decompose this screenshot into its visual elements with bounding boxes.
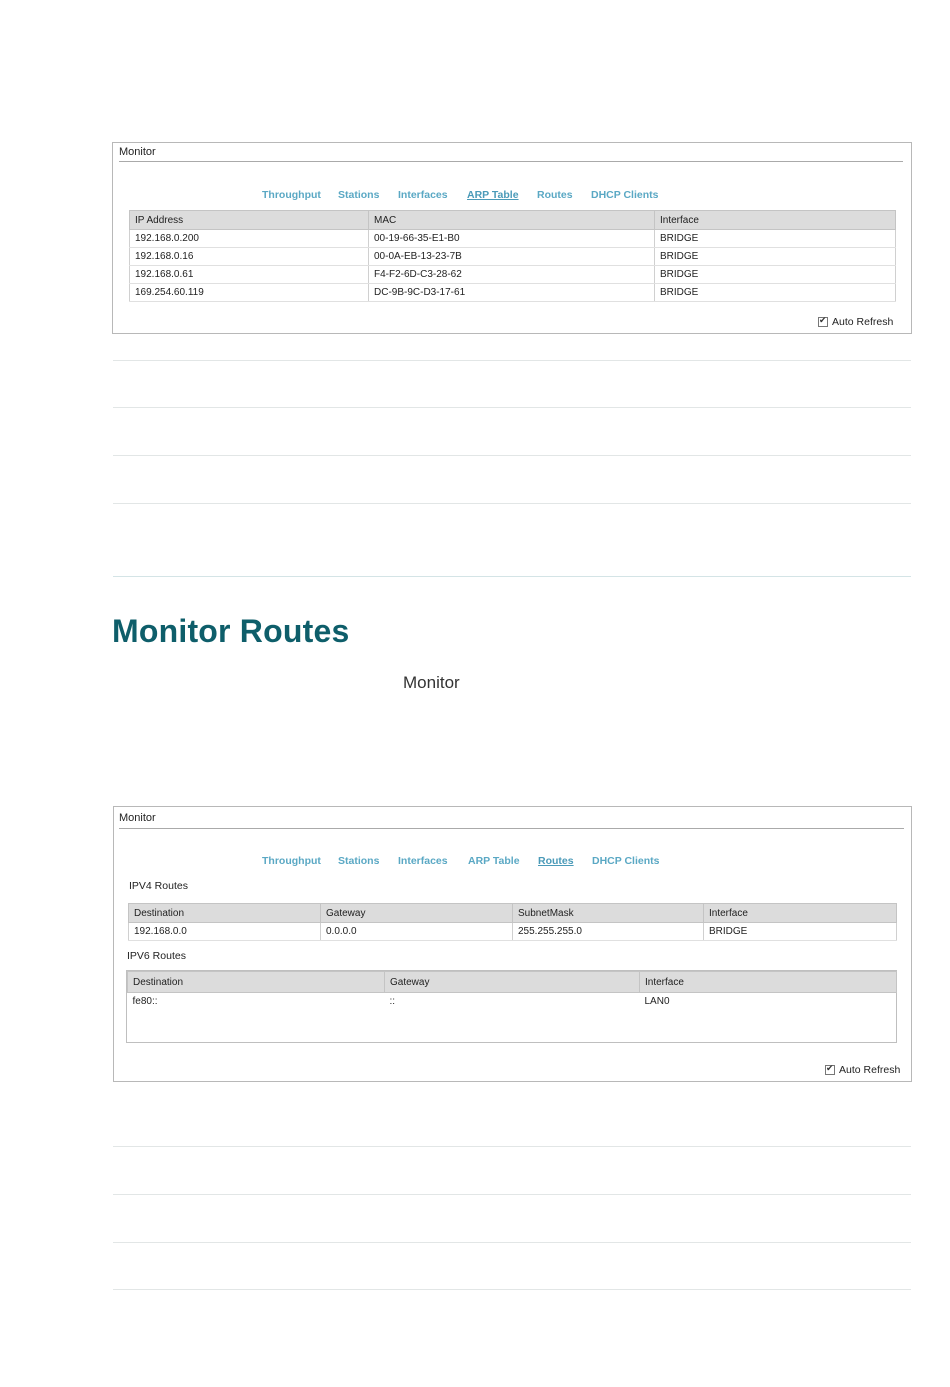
column-header: Gateway [385,972,640,993]
destination-cell: fe80:: [132,996,158,1007]
interface-cell: BRIDGE [655,284,896,302]
tab-arp-table[interactable]: ARP Table [468,855,520,867]
arp-table [129,210,896,302]
table-row [130,284,896,302]
tab-stations[interactable]: Stations [338,189,380,201]
ip-cell: 192.168.0.61 [130,266,369,284]
auto-refresh-label: Auto Refresh [839,1064,901,1076]
column-header: SubnetMask [513,904,704,923]
gateway-cell: :: [389,996,396,1007]
monitor-routes-panel [113,806,912,1082]
table-row [130,230,896,248]
table-row [129,923,897,941]
interface-cell: LAN0 [644,996,670,1007]
divider [113,576,911,577]
ip-cell: 192.168.0.200 [130,230,369,248]
column-header: IP Address [130,211,369,230]
table-row [128,993,897,1011]
panel-title: Monitor [119,812,156,824]
ipv6-routes-label: IPV6 Routes [127,950,186,962]
table-header-row [129,904,897,923]
interface-cell: BRIDGE [655,266,896,284]
mac-cell: F4-F2-6D-C3-28-62 [369,266,655,284]
divider [113,455,911,456]
auto-refresh-label: Auto Refresh [832,316,894,328]
divider [113,1242,911,1243]
table-header-row [130,211,896,230]
ipv6-routes-table [127,971,897,1010]
ipv4-routes-table [128,903,897,941]
auto-refresh-checkbox[interactable] [825,1065,835,1075]
table-row [130,266,896,284]
section-heading: Monitor Routes [112,613,350,649]
column-header: Interface [640,972,897,993]
divider [113,1289,911,1290]
column-header: Destination [129,904,321,923]
panel-title-divider [119,828,904,829]
interface-cell: BRIDGE [655,248,896,266]
subnet-mask-cell: 255.255.255.0 [513,923,704,941]
column-header: Interface [704,904,897,923]
column-header: MAC [369,211,655,230]
gateway-cell: 0.0.0.0 [321,923,513,941]
column-header: Gateway [321,904,513,923]
mac-cell: 00-19-66-35-E1-B0 [369,230,655,248]
divider [113,407,911,408]
mac-cell: 00-0A-EB-13-23-7B [369,248,655,266]
destination-cell: 192.168.0.0 [129,923,321,941]
tab-throughput[interactable]: Throughput [262,189,321,201]
tab-dhcp-clients[interactable]: DHCP Clients [591,189,659,201]
table-header-row [128,972,897,993]
interface-cell: BRIDGE [655,230,896,248]
divider [113,503,911,504]
ip-cell: 169.254.60.119 [130,284,369,302]
auto-refresh-toggle[interactable] [825,1064,900,1076]
tab-interfaces[interactable]: Interfaces [398,855,448,867]
tab-dhcp-clients[interactable]: DHCP Clients [592,855,660,867]
table-row [130,248,896,266]
interface-cell: BRIDGE [704,923,897,941]
tab-interfaces[interactable]: Interfaces [398,189,448,201]
column-header: Destination [128,972,385,993]
divider [113,1194,911,1195]
panel-title-divider [119,161,903,162]
monitor-arp-panel [112,142,912,334]
tab-stations[interactable]: Stations [338,855,380,867]
tab-routes[interactable]: Routes [538,855,574,867]
ipv4-routes-label: IPV4 Routes [129,880,188,892]
tab-routes[interactable]: Routes [537,189,573,201]
tab-throughput[interactable]: Throughput [262,855,321,867]
ip-cell: 192.168.0.16 [130,248,369,266]
panel-title: Monitor [119,146,156,158]
divider [113,1146,911,1147]
menu-path-text: Monitor [403,673,460,692]
mac-cell: DC-9B-9C-D3-17-61 [369,284,655,302]
auto-refresh-toggle[interactable] [818,316,893,328]
tab-arp-table[interactable]: ARP Table [467,189,519,201]
divider [113,360,911,361]
column-header: Interface [655,211,896,230]
auto-refresh-checkbox[interactable] [818,317,828,327]
